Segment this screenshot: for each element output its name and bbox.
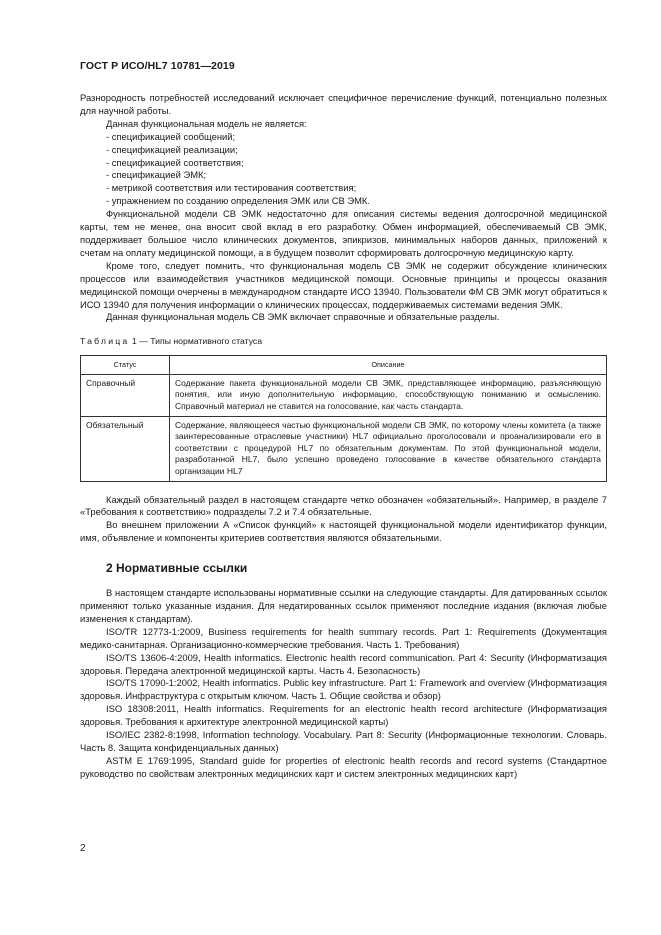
table-header-row — [81, 356, 607, 375]
paragraph: Разнородность потребностей исследований исключает специфичное перечисление функций, потенциально полезных для научной работы. — [80, 92, 607, 116]
paragraph: Данная функциональная модель СВ ЭМК включает справочные и обязательные разделы. — [106, 311, 500, 323]
column-header-status: Статус — [81, 356, 170, 375]
reference-item: ISO/TS 17090-1:2002, Health informatics. Public key infrastructure. Part 1: Framework and overview (Информатизация здоровья. Инфраструктура с открытым ключом. Часть 1. Общие свойства и обзор) — [80, 677, 607, 702]
document-code-header: ГОСТ Р ИСО/HL7 10781—2019 — [80, 60, 235, 72]
reference-item: ISO 18308:2011, Health informatics. Requirements for an electronic health record architecture (Информатизация здоровья. Требования к архитектуре электронной медицинской карты) — [80, 703, 607, 728]
normative-status-table — [80, 355, 607, 481]
reference-item: ISO/IEC 2382-8:1998, Information technology. Vocabulary. Part 8: Security (Информационные технологии. Словарь. Часть 8. Защита конфиденциальных данных) — [80, 729, 607, 753]
table-caption — [80, 335, 607, 348]
paragraph: Каждый обязательный раздел в настоящем стандарте четко обозначен «обязательный». Например, в разделе 7 «Требования к соответствию» подразделы 7.2 и 7.4 обязательные. — [80, 493, 607, 518]
description-cell: Содержание пакета функциональной модели СВ ЭМК, представляющее информацию, разъясняющую понятия, или иную дополнительную информацию, способствующую пониманию и осмыслению. Справочный материал не ставится на голосование, как часть стандарта. — [170, 374, 607, 416]
list-item: - спецификацией соответствия; — [106, 157, 607, 170]
not-list — [80, 131, 607, 208]
after-table-text — [80, 494, 607, 546]
table-caption-text: 1 — Типы нормативного статуса — [131, 336, 263, 347]
reference-item: ASTM E 1769:1995, Standard guide for properties of electronic health records and record systems (Стандартное руководство по свойствам электронных медицинских карт и систем электронных медицинских карт) — [80, 754, 607, 779]
paragraph: В настоящем стандарте использованы нормативные ссылки на следующие стандарты. Для датированных ссылок применяют только указанные издания. Для недатированных ссылок применяют последние издания (включая любые изменения к стандартам). — [80, 587, 607, 624]
table-row — [81, 416, 607, 481]
reference-item: ISO/TS 13606-4:2009, Health informatics. Electronic health record communication. Part 4: Security (Информатизация здоровья. Передача электронной медицинской карты. Часть 4. Безопасность) — [80, 651, 607, 676]
list-item: - спецификацией ЭМК; — [106, 169, 607, 182]
description-cell: Содержание, являющееся частью функциональной модели СВ ЭМК, по которому члены комитета (а также заинтересованные отраслевые участники) HL7 официально проголосовали и проанализировали его в соответствии с процедурой HL7 по обязательным документам. По этой функциональной модели, разработанной HL7, было успешно проведено голосование в качестве обязательного стандарта организации HL7 — [170, 416, 607, 481]
list-item: - упражнением по созданию определения ЭМК или СВ ЭМК. — [106, 195, 607, 208]
paragraph: Во внешнем приложении А «Список функций» к настоящей функциональной модели идентификатор функции, имя, объявление и компоненты критериев соответствия являются обязательными. — [80, 519, 607, 544]
table-row — [81, 374, 607, 416]
table-caption-prefix: Таблица — [80, 336, 130, 347]
paragraph: Данная функциональная модель не является: — [106, 117, 307, 129]
reference-item: ISO/TR 12773-1:2009, Business requirements for health summary records. Part 1: Requirements (Документация медико-санитарная. Организационно-коммерческие требования. Часть 1. Требования) — [80, 625, 607, 650]
paragraph: Кроме того, следует помнить, что функциональная модель СВ ЭМК не содержит обсуждение клинических процессов или взаимодействия участников медицинской помощи. Основные принципы и процессы оказания медицинской помощи очерчены в международном стандарте ИСО 13940. Пользователи ФМ СВ ЭМК могут обратиться к ИСО 13940 для получения информации о клинических процессах, поддерживаемых системами ведения ЭМК. — [80, 259, 607, 310]
paragraph: Функциональной модели СВ ЭМК недостаточно для описания системы ведения долгосрочной медицинской карты, тем не менее, она вносит свой вклад в его разработку. Обмен информацией, обеспечиваемый СВ ЭМК, поддерживает большое число клинических документов, эпикризов, минимальных наборов данных, приложений к счетам на оплату медицинской помощи, а в будущем позволит сформировать долгосрочную медицинскую карту. — [80, 208, 607, 258]
page-number: 2 — [80, 843, 86, 854]
status-cell: Справочный — [81, 374, 170, 416]
status-cell: Обязательный — [81, 416, 170, 481]
list-item: - метрикой соответствия или тестирования соответствия; — [106, 182, 607, 195]
list-item: - спецификацией сообщений; — [106, 131, 607, 144]
column-header-description: Описание — [170, 356, 607, 375]
page-content — [80, 92, 607, 781]
list-item: - спецификацией реализации; — [106, 144, 607, 157]
section-heading: 2 Нормативные ссылки — [106, 561, 248, 576]
